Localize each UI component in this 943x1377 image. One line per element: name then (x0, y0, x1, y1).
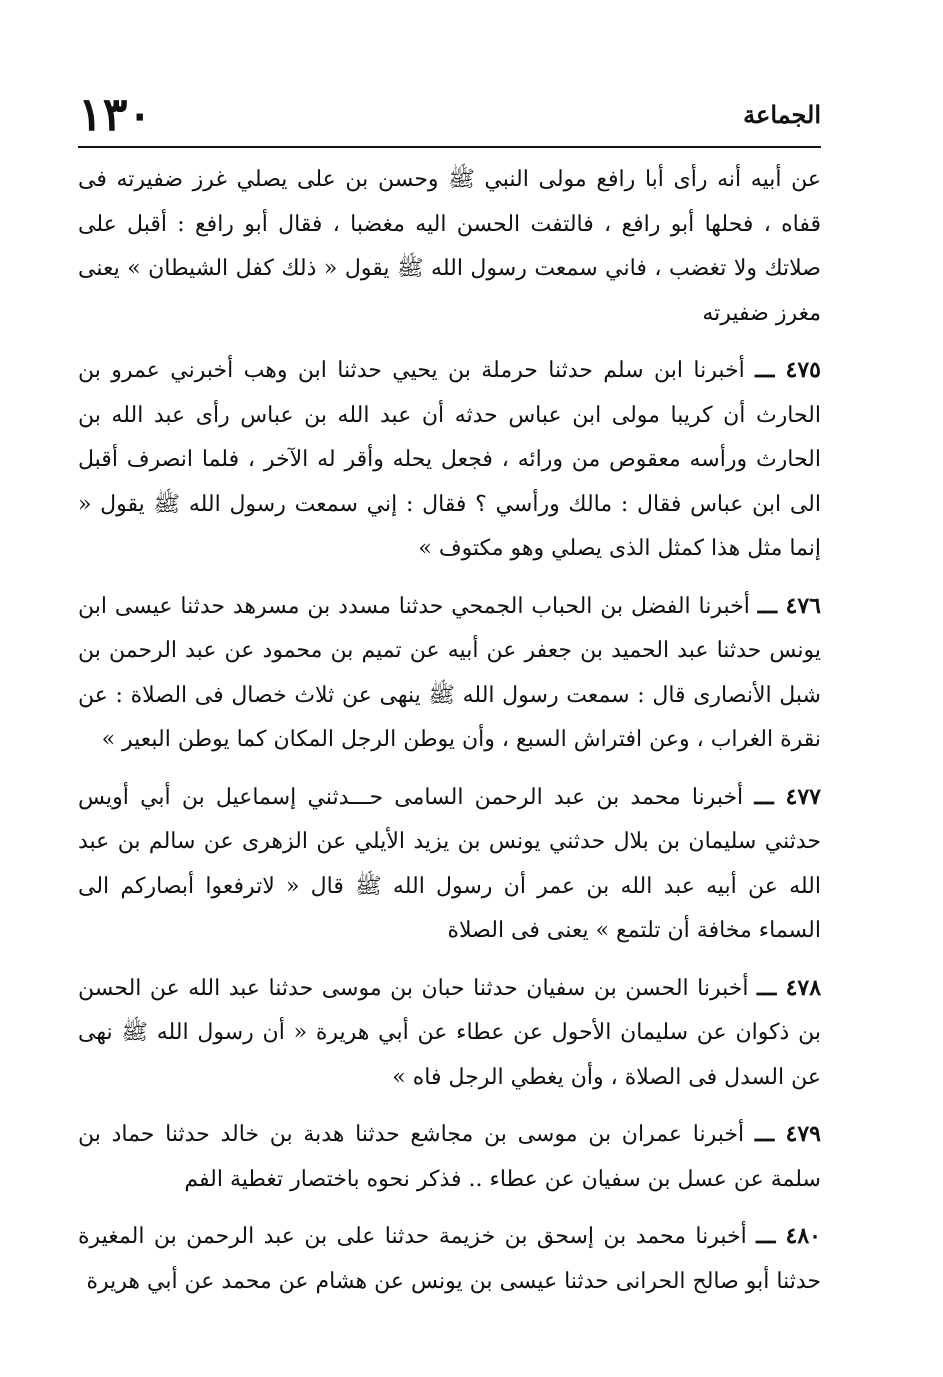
hadith-text: أخبرنا ابن سلم حدثنا حرملة بن يحيي حدثنا ابن وهب أخبرني عمرو بن الحارث أن كريبا مولى ابن عباس حدثه أن عبد الله بن عباس رأى عبد الله بن الحارث ورأسه معقوص من ورائه ، فجعل يحله وأقر له الآخر ، فلما انصرف أقبل الى ابن عباس فقال : مالك ورأسي ؟ فقال : إني سمعت رسول الله ﷺ يقول « إنما مثل هذا كمثل الذى يصلي وهو مكتوف » (78, 358, 821, 561)
hadith-text: أخبرنا عمران بن موسى بن مجاشع حدثنا هدبة بن خالد حدثنا حماد بن سلمة عن عسل بن سفيان عن عطاء .. فذكر نحوه باختصار تغطية الفم (78, 1122, 821, 1192)
hadith-number: ٤٧٧ ـــ (754, 783, 821, 810)
page-body (78, 158, 821, 1304)
hadith-text: أخبرنا محمد بن عبد الرحمن السامى حـــدثني إسماعيل بن أبي أويس حدثني سليمان بن بلال حدثني يونس بن يزيد الأيلي عن الزهرى عن سالم بن عبد الله عن أبيه عبد الله بن عمر أن رسول الله ﷺ قال « لاترفعوا أبصاركم الى السماء مخافة أن تلتمع » يعنى فى الصلاة (78, 784, 821, 943)
hadith-number: ٤٧٦ ـــ (757, 592, 821, 619)
page-number: ١٣٠ (78, 87, 153, 141)
paragraph-text: عن أبيه أنه رأى أبا رافع مولى النبي ﷺ وحسن بن على يصلي غرز ضفيرته فى قفاه ، فحلها أبو رافع ، فالتفت الحسن اليه مغضبا ، فقال أبو رافع : أقبل على صلاتك ولا تغضب ، فاني سمعت رسول الله ﷺ يقول « ذلك كفل الشيطان » يعنى مغرز ضفيرته (78, 167, 821, 326)
hadith-text: أخبرنا الفضل بن الحباب الجمحي حدثنا مسدد بن مسرهد حدثنا عيسى ابن يونس حدثنا عبد الحميد بن جعفر عن أبيه عن تميم بن محمود عن عبد الرحمن بن شبل الأنصارى قال : سمعت رسول الله ﷺ ينهى عن ثلاث خصال فى الصلاة : عن نقرة الغراب ، وعن افتراش السبع ، وأن يوطن الرجل المكان كما يوطن البعير » (78, 593, 821, 752)
hadith-paragraph (78, 1112, 821, 1202)
hadith-paragraph (78, 966, 821, 1101)
hadith-number: ٤٧٨ ـــ (757, 974, 822, 1001)
hadith-number: ٤٧٥ ـــ (755, 357, 821, 383)
hadith-number: ٤٧٩ ـــ (754, 1121, 821, 1147)
hadith-paragraph (78, 348, 821, 572)
page-header (78, 82, 821, 146)
hadith-paragraph (78, 1214, 821, 1304)
hadith-paragraph (78, 775, 821, 954)
running-title: الجماعة (743, 100, 821, 129)
hadith-number: ٤٨٠ ـــ (756, 1223, 821, 1249)
hadith-text: أخبرنا الحسن بن سفيان حدثنا حبان بن موسى حدثنا عبد الله عن الحسن بن ذكوان عن سليمان الأحول عن عطاء عن أبي هريرة « أن رسول الله ﷺ نهى عن السدل فى الصلاة ، وأن يغطي الرجل فاه » (78, 975, 821, 1090)
paragraph (78, 158, 821, 336)
hadith-paragraph (78, 584, 821, 763)
header-rule (78, 146, 821, 148)
hadith-text: أخبرنا محمد بن إسحق بن خزيمة حدثنا على بن عبد الرحمن بن المغيرة حدثنا أبو صالح الحرانى حدثنا عيسى بن يونس عن هشام عن محمد عن أبي هريرة (78, 1224, 821, 1294)
